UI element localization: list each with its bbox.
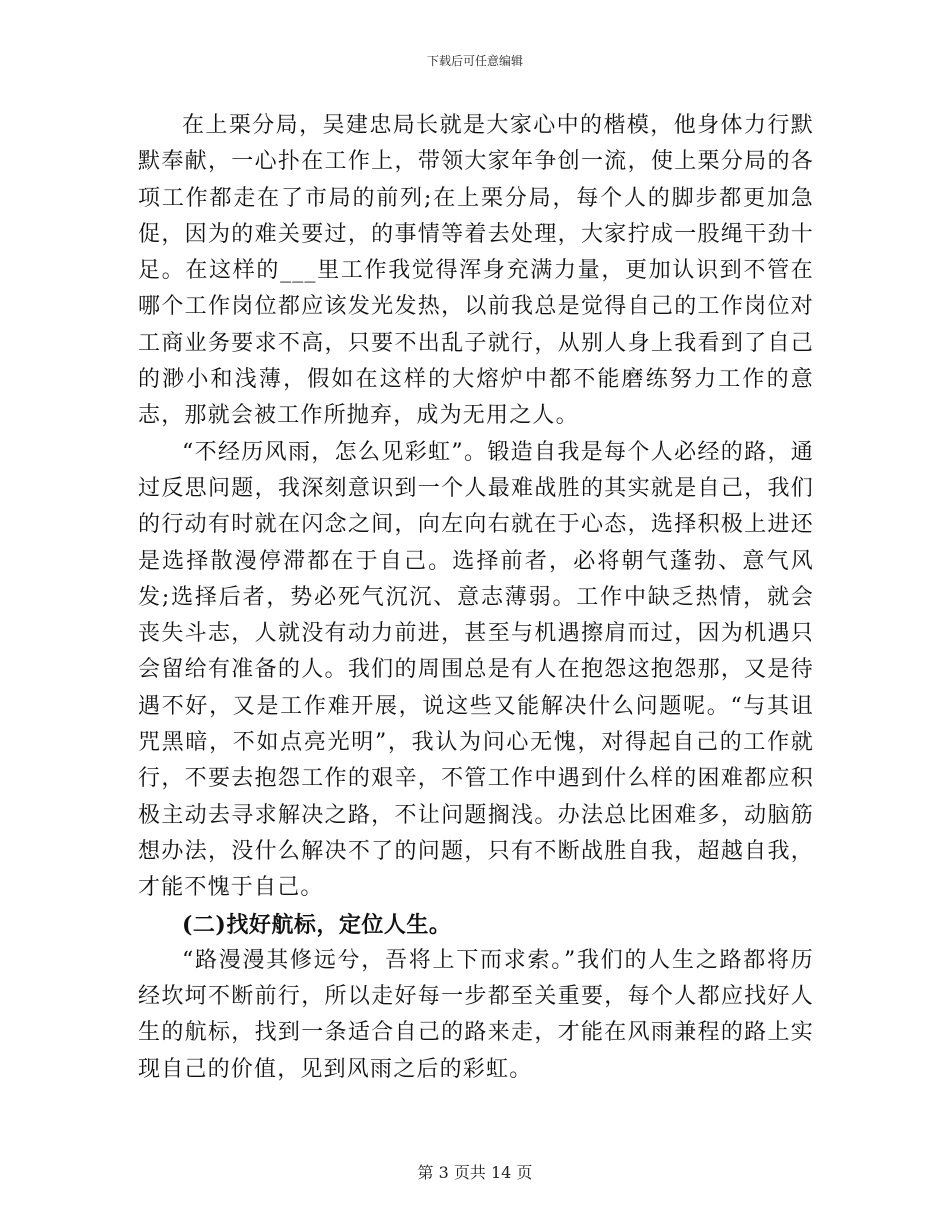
page-header: 下载后可任意编辑 (426, 54, 523, 68)
paragraph-life-path: “路漫漫其修远兮，吾将上下而求索。”我们的人生之路都将历经坎坷不断前行，所以走好每一步都至关重要，每个人都应找好人生的航标，找到一条适合自己的路来走，才能在风雨兼程的路上实现自己的价值，见到风雨之后的彩虹。 (138, 947, 814, 1082)
page-footer: 第 3 页共 14 页 (417, 1163, 533, 1182)
document-body (138, 108, 814, 1088)
paragraph-wind-and-rain: “不经历风雨，怎么见彩虹”。锻造自我是每个人必经的路，通过反思问题，我深刻意识到一个人最难战胜的其实就是自己，我们的行动有时就在闪念之间，向左向右就在于心态，选择积极上进还是选择散漫停滞都在于自己。选择前者，必将朝气蓬勃、意气风发;选择后者，势必死气沉沉、意志薄弱。工作中缺乏热情，就会丧失斗志，人就没有动力前进，甚至与机遇擦肩而过，因为机遇只会留给有准备的人。我们的周围总是有人在抱怨这抱怨那，又是待遇不好，又是工作难开展，说这些又能解决什么问题呢。“与其诅咒黑暗，不如点亮光明”，我认为问心无愧，对得起自己的工作就行，不要去抱怨工作的艰辛，不管工作中遇到什么样的困难都应积极主动去寻求解决之路，不让问题搁浅。办法总比困难多，动脑筋想办法，没什么解决不了的问题，只有不断战胜自我，超越自我，才能不愧于自己。 (138, 439, 814, 901)
paragraph-role-model: 在上栗分局，吴建忠局长就是大家心中的楷模，他身体力行默默奉献，一心扑在工作上，带领大家年争创一流，使上栗分局的各项工作都走在了市局的前列;在上栗分局，每个人的脚步都更加急促，因为的难关要过，的事情等着去处理，大家拧成一股绳干劲十足。在这样的___里工作我觉得浑身充满力量，更加认识到不管在哪个工作岗位都应该发光发热，以前我总是觉得自己的工作岗位对工商业务要求不高，只要不出乱子就行，从别人身上我看到了自己的渺小和浅薄，假如在这样的大熔炉中都不能磨练努力工作的意志，那就会被工作所抛弃，成为无用之人。 (138, 113, 814, 429)
section-heading: (二)找好航标，定位人生。 (182, 911, 452, 938)
